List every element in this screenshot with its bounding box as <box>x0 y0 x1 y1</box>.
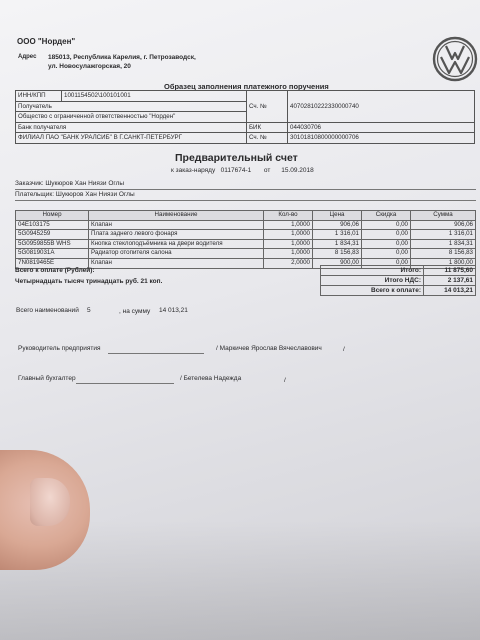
item-price: 1 834,31 <box>313 239 362 249</box>
item-qty: 1,0000 <box>264 249 313 259</box>
item-sum: 1 834,31 <box>411 239 476 249</box>
total-value: 11 875,60 <box>424 266 476 276</box>
item-price: 8 156,83 <box>313 249 362 259</box>
signature-slash: / <box>343 346 345 353</box>
grand-total-label: Всего к оплате: <box>321 286 424 296</box>
customer-line <box>15 180 124 187</box>
item-price: 1 316,01 <box>313 230 362 240</box>
company-name: ООО "Норден" <box>17 37 76 46</box>
bik-label: БИК <box>247 122 288 133</box>
payer-line <box>15 191 135 198</box>
payer-name: Шукюров Хан Ниязи Оглы <box>55 191 135 198</box>
signature-line <box>76 383 174 384</box>
item-sum: 906,06 <box>411 220 476 230</box>
item-discount: 0,00 <box>362 249 411 259</box>
chief-accountant-label: Главный бухгалтер <box>18 375 76 382</box>
table-row <box>16 230 476 240</box>
item-sum: 1 316,01 <box>411 230 476 240</box>
item-name: Кнопка стеклоподъёмника на двери водителя <box>89 239 264 249</box>
corr-account-label: Сч. № <box>247 133 288 144</box>
bik-value: 044030706 <box>288 122 475 133</box>
order-prefix: к заказ-наряду <box>171 167 216 174</box>
item-discount: 0,00 <box>362 230 411 240</box>
order-date: 15.09.2018 <box>281 167 314 174</box>
item-number: 5G0945259 <box>16 230 89 240</box>
item-number: 04E103175 <box>16 220 89 230</box>
col-header-qty: Кол-во <box>264 211 313 221</box>
vat-value: 2 137,61 <box>424 276 476 286</box>
items-table <box>15 210 476 269</box>
thumbnail-nail <box>30 478 70 526</box>
item-qty: 1,0000 <box>264 230 313 240</box>
account-value: 40702810222330000740 <box>288 91 475 123</box>
item-name: Клапан <box>89 220 264 230</box>
col-header-price: Цена <box>313 211 362 221</box>
items-sum-value: 14 013,21 <box>159 307 188 314</box>
address-line-2: ул. Новосулажгорская, 20 <box>48 63 131 70</box>
inn-kpp-value: 1001154502\100101001 <box>62 91 247 102</box>
customer-label: Заказчик: <box>15 180 44 187</box>
item-price: 906,06 <box>313 220 362 230</box>
table-row <box>16 220 476 230</box>
order-number: 0117674-1 <box>220 167 252 174</box>
grand-total-value: 14 013,21 <box>424 286 476 296</box>
totals-table <box>320 265 476 296</box>
item-price: 900,00 <box>313 258 362 268</box>
recipient-value: Общество с ограниченной ответственностью "Норден" <box>16 112 247 123</box>
item-qty: 2,0000 <box>264 258 313 268</box>
signature-slash: / <box>284 377 286 384</box>
item-name: Радиатор отопителя салона <box>89 249 264 259</box>
col-header-sum: Сумма <box>411 211 476 221</box>
divider <box>15 200 476 201</box>
items-header-row <box>16 211 476 221</box>
amount-in-words: Четырнадцать тысяч тринадцать руб. 21 коп. <box>15 278 163 285</box>
item-discount: 0,00 <box>362 258 411 268</box>
total-label: Итого: <box>321 266 424 276</box>
signature-line <box>108 353 204 354</box>
invoice-title: Предварительный счет <box>175 152 298 164</box>
item-sum: 8 156,83 <box>411 249 476 259</box>
payment-sample-title: Образец заполнения платежного поручения <box>164 82 329 91</box>
table-row <box>16 239 476 249</box>
chief-accountant-name: / Бетелева Надежда <box>180 375 242 382</box>
divider <box>15 189 476 190</box>
table-row <box>16 249 476 259</box>
item-name: Клапан <box>89 258 264 268</box>
item-qty: 1,0000 <box>264 239 313 249</box>
col-header-discount: Скидка <box>362 211 411 221</box>
items-sum-label: , на сумму <box>119 308 151 315</box>
to-pay-label: Всего к оплате (Рублей): <box>15 267 95 274</box>
recipient-label: Получатель <box>16 101 247 112</box>
item-number: 5G0959855B WHS <box>16 239 89 249</box>
volkswagen-logo-icon <box>431 35 479 83</box>
payment-details-table <box>15 90 475 144</box>
item-qty: 1,0000 <box>264 220 313 230</box>
item-number: 7N0819465E <box>16 258 89 268</box>
bank-label: Банк получателя <box>16 122 247 133</box>
order-reference <box>171 167 314 174</box>
payer-label: Плательщик: <box>15 191 55 198</box>
address-label: Адрес <box>18 54 37 60</box>
item-name: Плата заднего левого фонаря <box>89 230 264 240</box>
col-header-number: Номер <box>16 211 89 221</box>
items-count-value: 5 <box>87 307 91 314</box>
director-label: Руководитель предприятия <box>18 345 101 352</box>
address-line-1: 185013, Республика Карелия, г. Петрозаводск, <box>48 54 196 61</box>
customer-name: Шукюров Хан Ниязи Оглы <box>45 180 125 187</box>
col-header-name: Наименование <box>89 211 264 221</box>
item-number: 5G0819031A <box>16 249 89 259</box>
account-label: Сч. № <box>247 91 288 123</box>
order-from: от <box>263 167 271 174</box>
bank-value: ФИЛИАЛ ПАО "БАНК УРАЛСИБ" В Г.САНКТ-ПЕТЕРБУРГ <box>16 133 247 144</box>
item-discount: 0,00 <box>362 220 411 230</box>
director-name: / Маркичев Ярослав Вячеславович <box>216 345 322 352</box>
vat-label: Итого НДС: <box>321 276 424 286</box>
corr-account-value: 30101810800000000706 <box>288 133 475 144</box>
item-sum: 1 800,00 <box>411 258 476 268</box>
item-discount: 0,00 <box>362 239 411 249</box>
inn-kpp-label: ИНН/КПП <box>16 91 62 102</box>
items-count-label: Всего наименований <box>16 307 79 314</box>
